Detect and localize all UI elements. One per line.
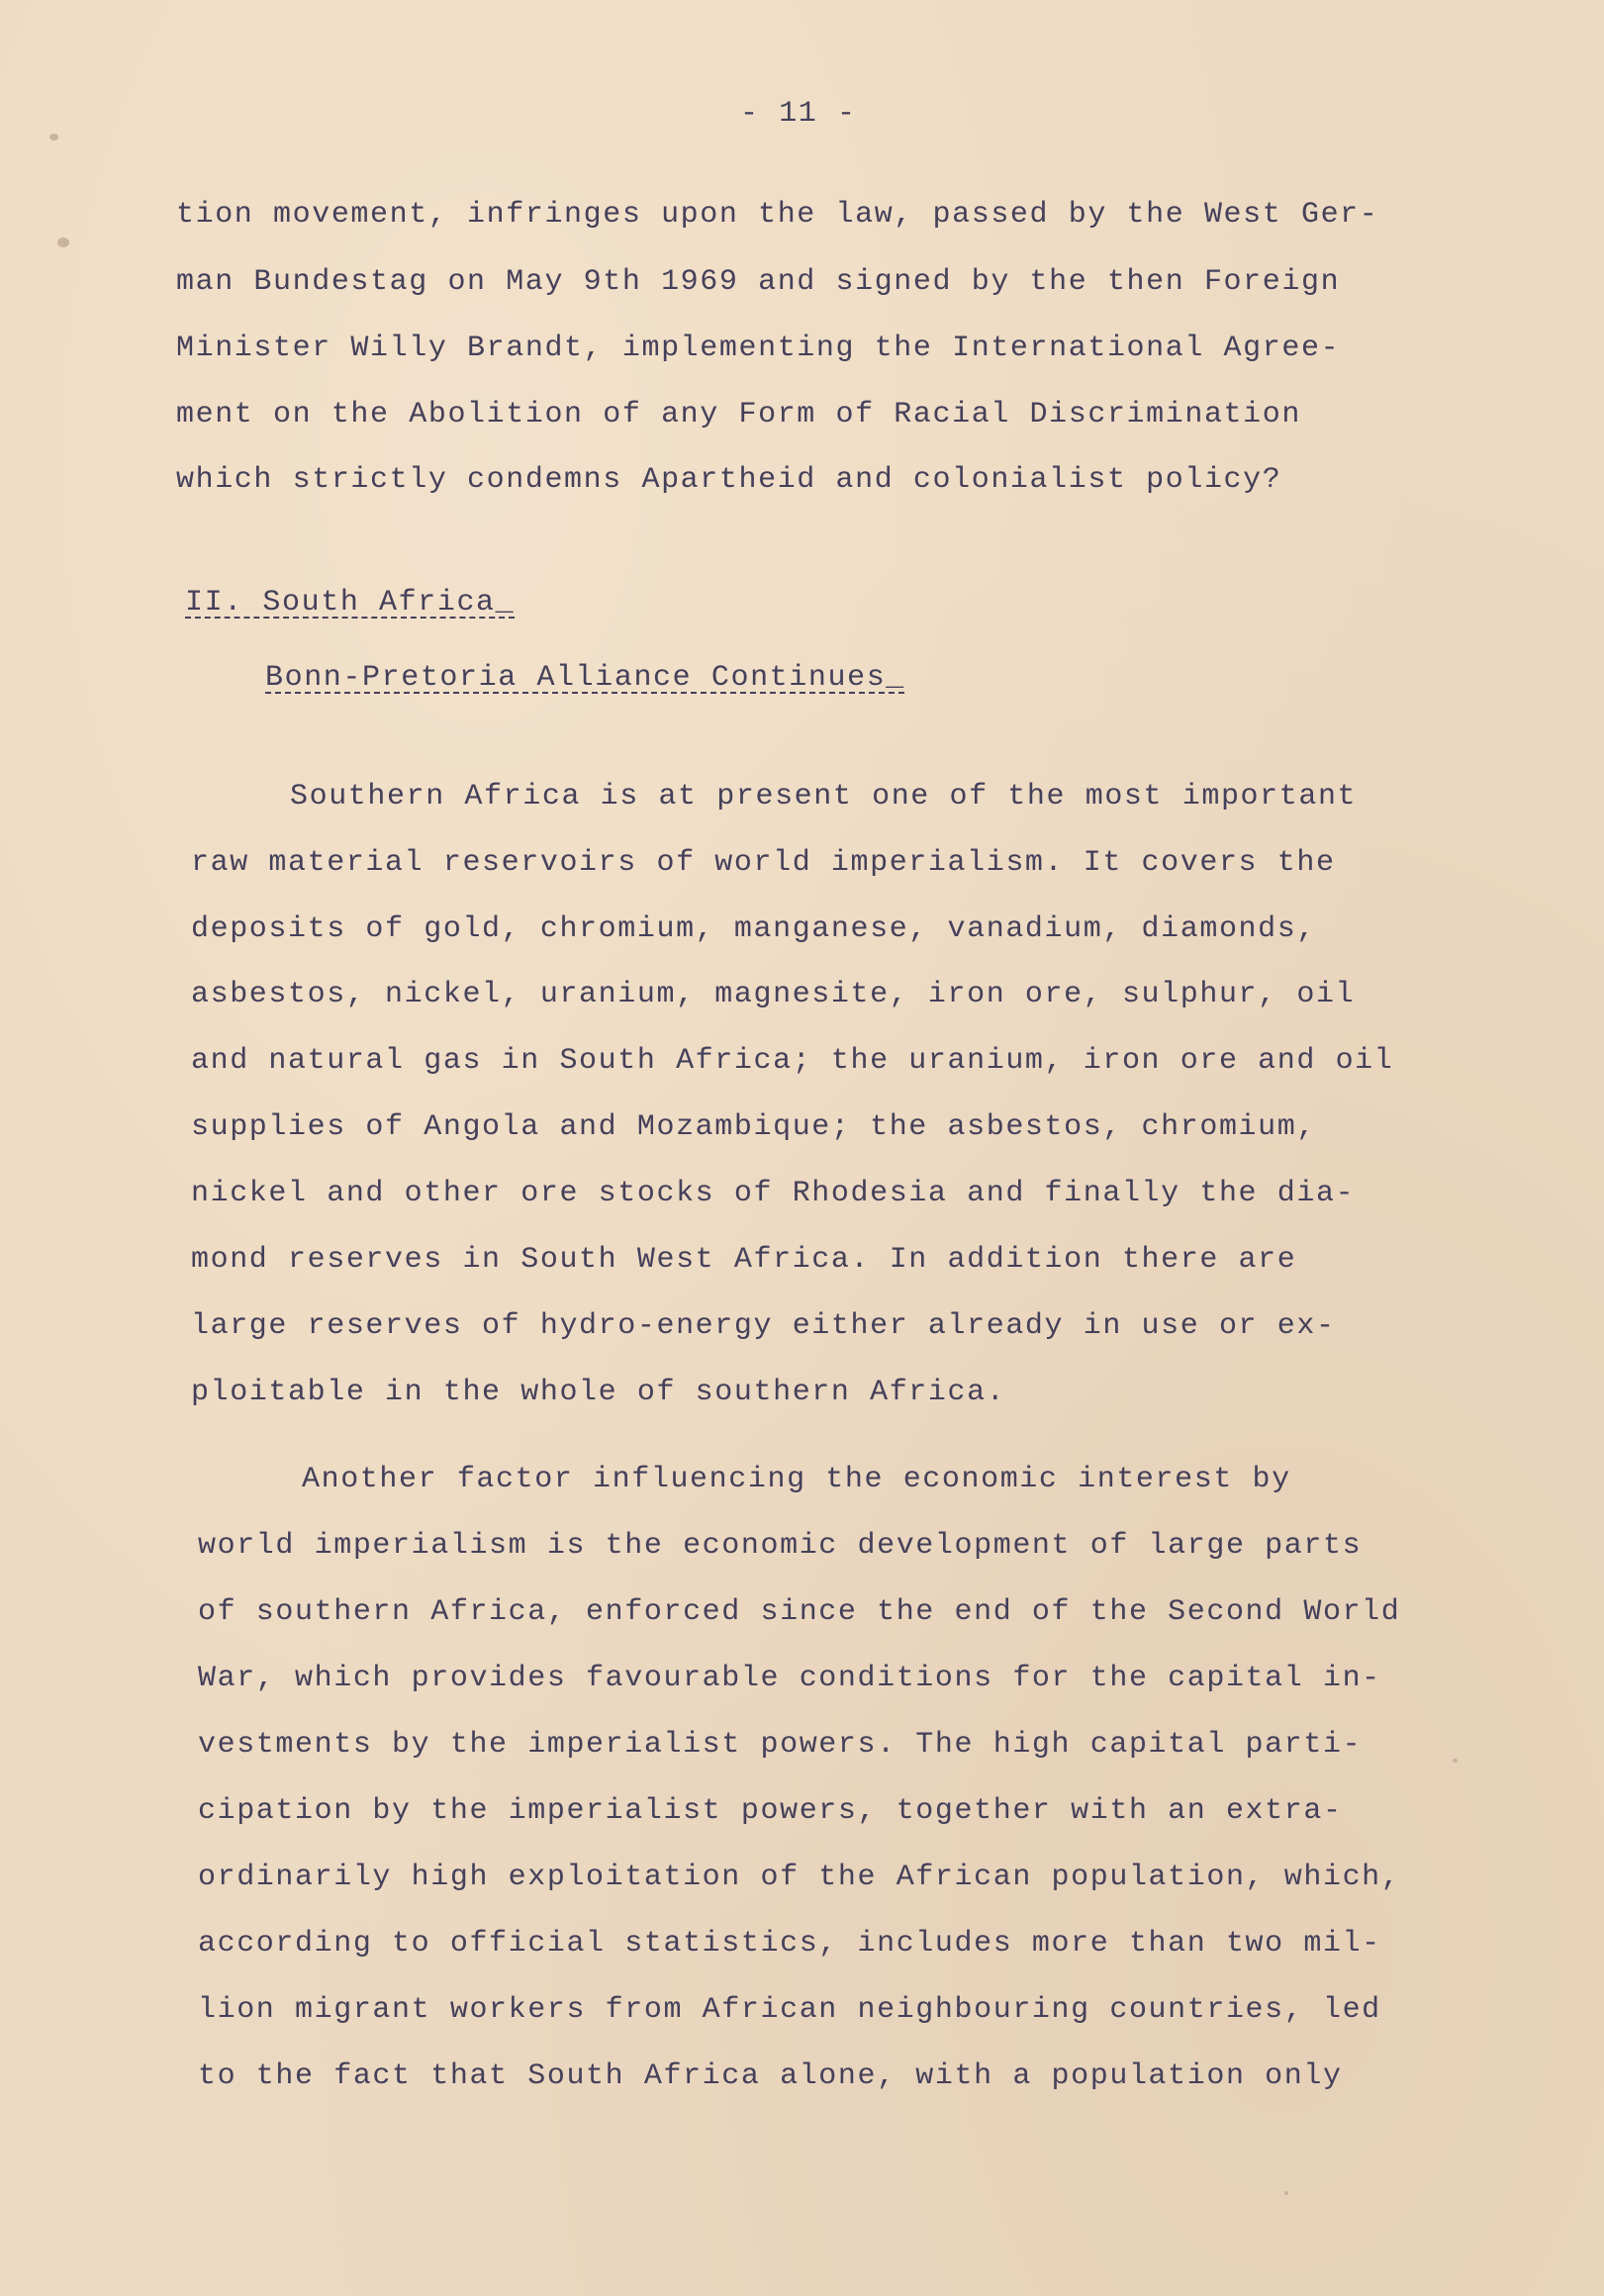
text-line: Another factor influencing the economic interest by — [302, 1463, 1291, 1496]
text-line: man Bundestag on May 9th 1969 and signed by the then Foreign — [176, 265, 1341, 299]
text-line: which strictly condemns Apartheid and colonialist policy? — [176, 463, 1282, 497]
text-line: cipation by the imperialist powers, together with an extra- — [198, 1794, 1343, 1828]
paper-speck — [57, 238, 69, 247]
text-line: large reserves of hydro-energy either already in use or ex- — [191, 1309, 1336, 1343]
text-line: Minister Willy Brandt, implementing the International Agree- — [176, 332, 1341, 365]
text-line: Southern Africa is at present one of the most important — [290, 780, 1358, 813]
text-line: War, which provides favourable conditions for the capital in- — [198, 1662, 1381, 1695]
text-line: lion migrant workers from African neighbouring countries, led — [198, 1993, 1381, 2027]
text-line: ment on the Abolition of any Form of Racial Discrimination — [176, 398, 1301, 431]
text-line: and natural gas in South Africa; the uranium, iron ore and oil — [191, 1044, 1394, 1078]
text-line: ordinarily high exploitation of the African population, which, — [198, 1861, 1401, 1894]
section-heading: II. South Africa_ — [185, 586, 516, 620]
text-line: ploitable in the whole of southern Africa. — [191, 1376, 1006, 1409]
paper-speck — [49, 134, 58, 141]
text-line: asbestos, nickel, uranium, magnesite, iron ore, sulphur, oil — [191, 978, 1356, 1011]
paper-speck — [1284, 2191, 1288, 2195]
paper-speck — [1453, 1759, 1458, 1763]
text-line: raw material reservoirs of world imperialism. It covers the — [191, 846, 1336, 880]
text-line: according to official statistics, includes more than two mil- — [198, 1927, 1381, 1961]
text-line: supplies of Angola and Mozambique; the asbestos, chromium, — [191, 1110, 1316, 1144]
text-line: world imperialism is the economic development of large parts — [198, 1529, 1363, 1563]
section-subheading: Bonn-Pretoria Alliance Continues_ — [265, 661, 905, 695]
text-line: tion movement, infringes upon the law, passed by the West Ger- — [176, 198, 1379, 232]
text-line: of southern Africa, enforced since the end of the Second World — [198, 1595, 1401, 1629]
text-line: vestments by the imperialist powers. The high capital parti- — [198, 1728, 1363, 1762]
text-line: deposits of gold, chromium, manganese, vanadium, diamonds, — [191, 912, 1316, 946]
text-line: to the fact that South Africa alone, with a population only — [198, 2059, 1343, 2093]
text-line: mond reserves in South West Africa. In addition there are — [191, 1243, 1297, 1277]
page-number: - 11 - — [740, 97, 857, 131]
text-line: nickel and other ore stocks of Rhodesia and finally the dia- — [191, 1177, 1356, 1210]
